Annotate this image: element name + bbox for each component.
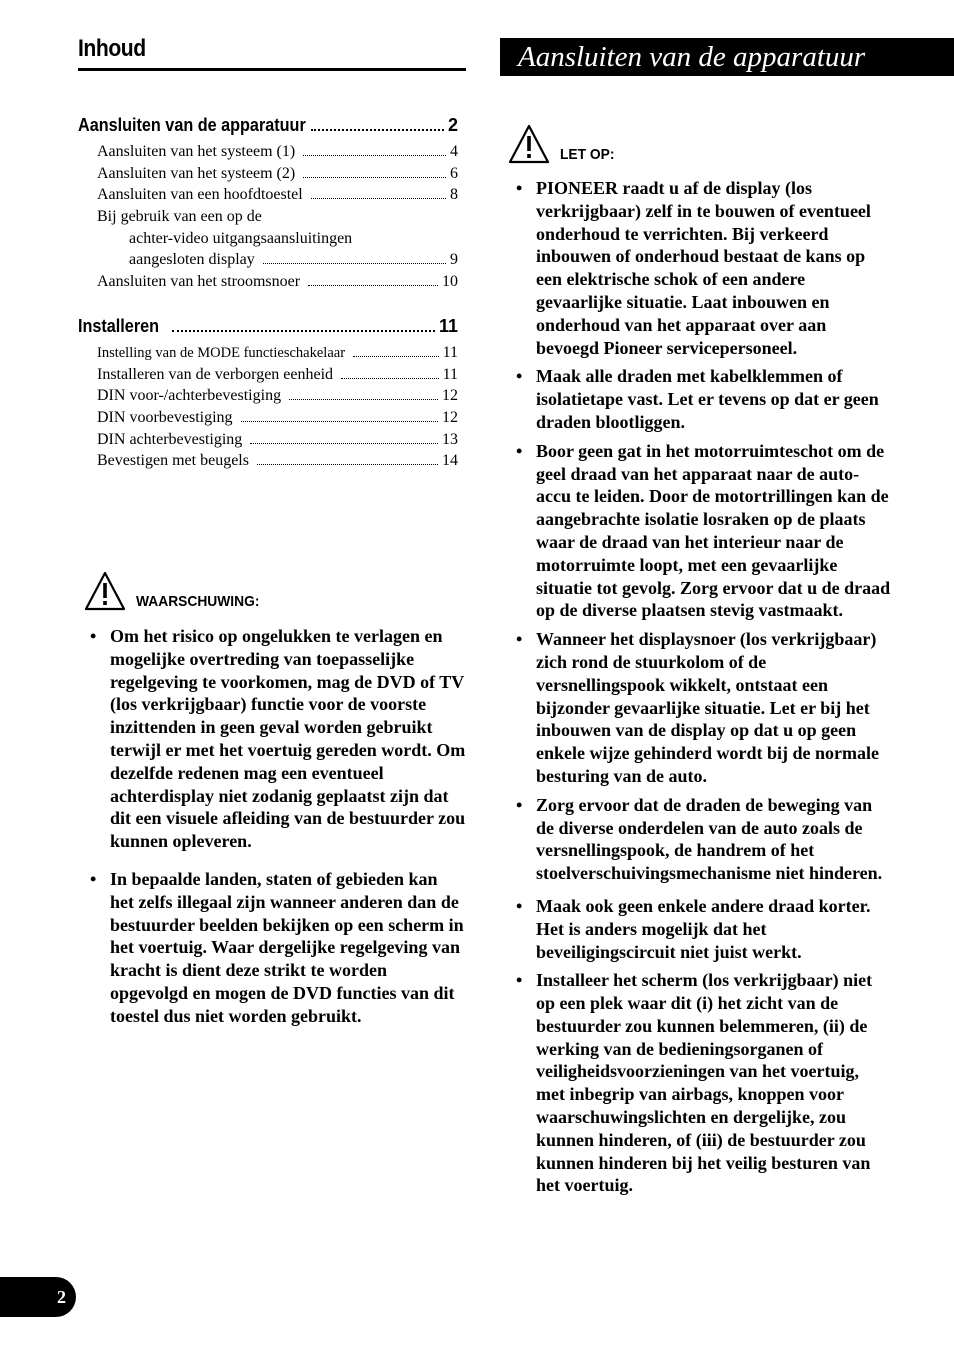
toc-leader	[250, 443, 438, 444]
toc-entry-title: Aansluiten van een hoofdtoestel	[97, 186, 303, 204]
section-banner-title: Aansluiten van de apparatuur	[518, 41, 866, 73]
caution-heading	[508, 124, 619, 164]
toc-entry-title: DIN achterbevestiging	[97, 430, 243, 448]
toc-entry-title: Bevestigen met beugels	[97, 452, 249, 470]
toc-leader	[341, 378, 439, 379]
toc-entry[interactable]	[78, 271, 458, 293]
toc-entry-title: aangesloten display	[129, 251, 255, 269]
caution-item: • Installeer het scherm (los verkrijgbaar) niet op een plek waar dit (i) het zicht van de bestuurder zou kunnen belemmeren, (ii) de werking van de bedieningsorganen of veiligheidsvoorzieningen van het voertuig, met inbegrip van airbags, knoppen voor waarschuwingslichten en dergelijke, zou kunnen hinderen, of (iii) de bestuurder zou kunnen hinderen bij het veilig besturen van het voertuig.	[516, 969, 892, 1197]
contents-heading-text: Inhoud	[78, 35, 146, 62]
toc-heading-page: 11	[438, 316, 458, 336]
toc-entry-page: 6	[450, 164, 458, 182]
toc-leader	[263, 263, 446, 264]
toc-entry[interactable]	[78, 385, 458, 407]
toc-entry-page: 9	[450, 251, 458, 269]
toc-entry-page: 11	[442, 344, 458, 361]
caution-item: • PIONEER raadt u af de display (los verkrijgbaar) zelf in te bouwen of eventueel onderhoud te verrichten. Bij verkeerd inbouwen of onderhoud bestaat de kans op een elektrische schok of een andere gevaarlijke situatie. Laat inbouwen en onderhoud van het apparaat over aan bevoegd Pioneer servicepersoneel.	[516, 177, 892, 359]
toc-leader	[303, 155, 446, 156]
warning-triangle-icon	[508, 124, 550, 164]
toc-entry-page: 11	[442, 365, 458, 383]
warning-item: • Om het risico op ongelukken te verlagen en mogelijke overtreding van toepasselijke regelgeving te voorkomen, mag de DVD of TV (los verkrijgbaar) functie voor de voorste inzittenden in geen geval worden gebruikt terwijl er met het voertuig gereden wordt. Om dezelfde redenen mag een eventueel achterdisplay niet zodanig geplaatst zijn dat dit een visuele afleiding van de bestuurder zou kunnen opleveren.	[90, 625, 466, 853]
toc-entry[interactable]	[78, 141, 458, 163]
toc-leader	[311, 129, 444, 131]
toc-section-installing	[78, 314, 458, 472]
toc-entry-title: Bij gebruik van een op de	[97, 208, 262, 226]
toc-entry-title: Installeren van de verborgen eenheid	[97, 365, 334, 383]
toc-leader	[308, 285, 438, 286]
warning-label: WAARSCHUWING:	[136, 593, 260, 610]
toc-heading[interactable]	[78, 113, 458, 137]
caution-item: • Maak alle draden met kabelklemmen of isolatietape vast. Let er tevens op dat er geen draden blootliggen.	[516, 365, 892, 433]
toc-leader	[257, 464, 438, 465]
toc-entry-list	[78, 342, 458, 472]
toc-entry-page: 12	[442, 387, 458, 405]
toc-entry-title: Aansluiten van het systeem (1)	[97, 143, 296, 160]
warning-heading	[84, 571, 270, 611]
toc-leader	[241, 421, 438, 422]
toc-entry[interactable]	[78, 364, 458, 386]
caution-item: • Zorg ervoor dat de draden de beweging van de diverse onderdelen van de auto zoals de versnellingspook, de handrem of het stoelverschuivingsmechanisme niet hinderen.	[516, 794, 892, 885]
toc-leader	[303, 177, 446, 178]
toc-leader	[353, 356, 439, 357]
toc-entry[interactable]	[78, 407, 458, 429]
toc-entry-title: DIN voorbevestiging	[97, 409, 233, 427]
caution-item: • Maak ook geen enkele andere draad korter. Het is anders mogelijk dat het beveiligingscircuit niet juist werkt.	[516, 895, 892, 963]
section-banner	[500, 38, 954, 76]
warning-list	[90, 625, 466, 1028]
toc-entry-page: 13	[442, 430, 458, 448]
toc-entry-title: DIN voor-/achterbevestiging	[97, 387, 282, 405]
caution-item: • Wanneer het displaysnoer (los verkrijgbaar) zich rond de stuurkolom of de versnellingspook wikkelt, ontstaat een bijzonder gevaarlijke situatie. Let er bij het inbouwen van de display op dat u op geen enkele wijze gehinderd wordt bij de normale besturing van de auto.	[516, 628, 892, 788]
toc-heading-title: Installeren	[78, 316, 160, 336]
toc-entry[interactable]	[78, 163, 458, 185]
page-number-tab	[0, 1277, 76, 1317]
toc-entry-title: Aansluiten van het stroomsnoer	[97, 273, 301, 291]
toc-entry-line	[78, 228, 458, 250]
toc-leader	[172, 330, 435, 332]
warning-item: • In bepaalde landen, staten of gebieden kan het zelfs illegaal zijn wanneer anderen dan de bestuurder beelden bekijken op een scherm in het voertuig. Waar dergelijke regelgeving van kracht is dient deze strikt te worden opgevolgd en mogen de DVD functies van dit toestel dus niet worden gebruikt.	[90, 868, 466, 1028]
toc-entry-page: 8	[450, 186, 458, 204]
toc-entry-page: 4	[450, 143, 458, 160]
toc-entry[interactable]	[78, 184, 458, 206]
toc-leader	[311, 198, 446, 199]
caution-list	[516, 177, 892, 1197]
toc-entry-title: Instelling van de MODE functieschakelaar	[97, 345, 346, 361]
toc-entry-list	[78, 141, 458, 293]
toc-entry-title: Aansluiten van het systeem (2)	[97, 164, 296, 182]
toc-entry-page: 14	[442, 452, 458, 470]
toc-entry[interactable]	[78, 450, 458, 472]
toc-heading[interactable]	[78, 314, 458, 338]
caution-label: LET OP:	[560, 146, 615, 163]
toc-entry-page: 12	[442, 409, 458, 427]
toc-heading-page: 2	[447, 115, 458, 135]
page-number: 2	[57, 1287, 66, 1307]
warning-triangle-icon	[84, 571, 126, 611]
caution-item: • Boor geen gat in het motorruimteschot om de geel draad van het apparaat naar de auto-accu te leiden. Door de motortrillingen kan de aangebrachte isolatie losraken op de plaats waar de draad van het interieur naar de motorruimte loopt, met een gevaarlijke situatie tot gevolg. Zorg ervoor dat u de draad op de diverse plaatsen stevig vastmaakt.	[516, 440, 892, 622]
toc-heading-title: Aansluiten van de apparatuur	[78, 115, 306, 135]
toc-entry-page: 10	[442, 273, 458, 291]
toc-entry[interactable]	[78, 342, 458, 364]
toc-leader	[289, 399, 438, 400]
toc-entry-multiline[interactable]	[78, 206, 458, 271]
contents-heading	[78, 34, 466, 71]
toc-entry[interactable]	[78, 429, 458, 451]
toc-entry-title: achter-video uitgangsaansluitingen	[129, 229, 353, 247]
toc-entry-line	[78, 249, 458, 271]
toc-entry-line	[78, 206, 458, 228]
toc-section-connecting	[78, 113, 458, 293]
